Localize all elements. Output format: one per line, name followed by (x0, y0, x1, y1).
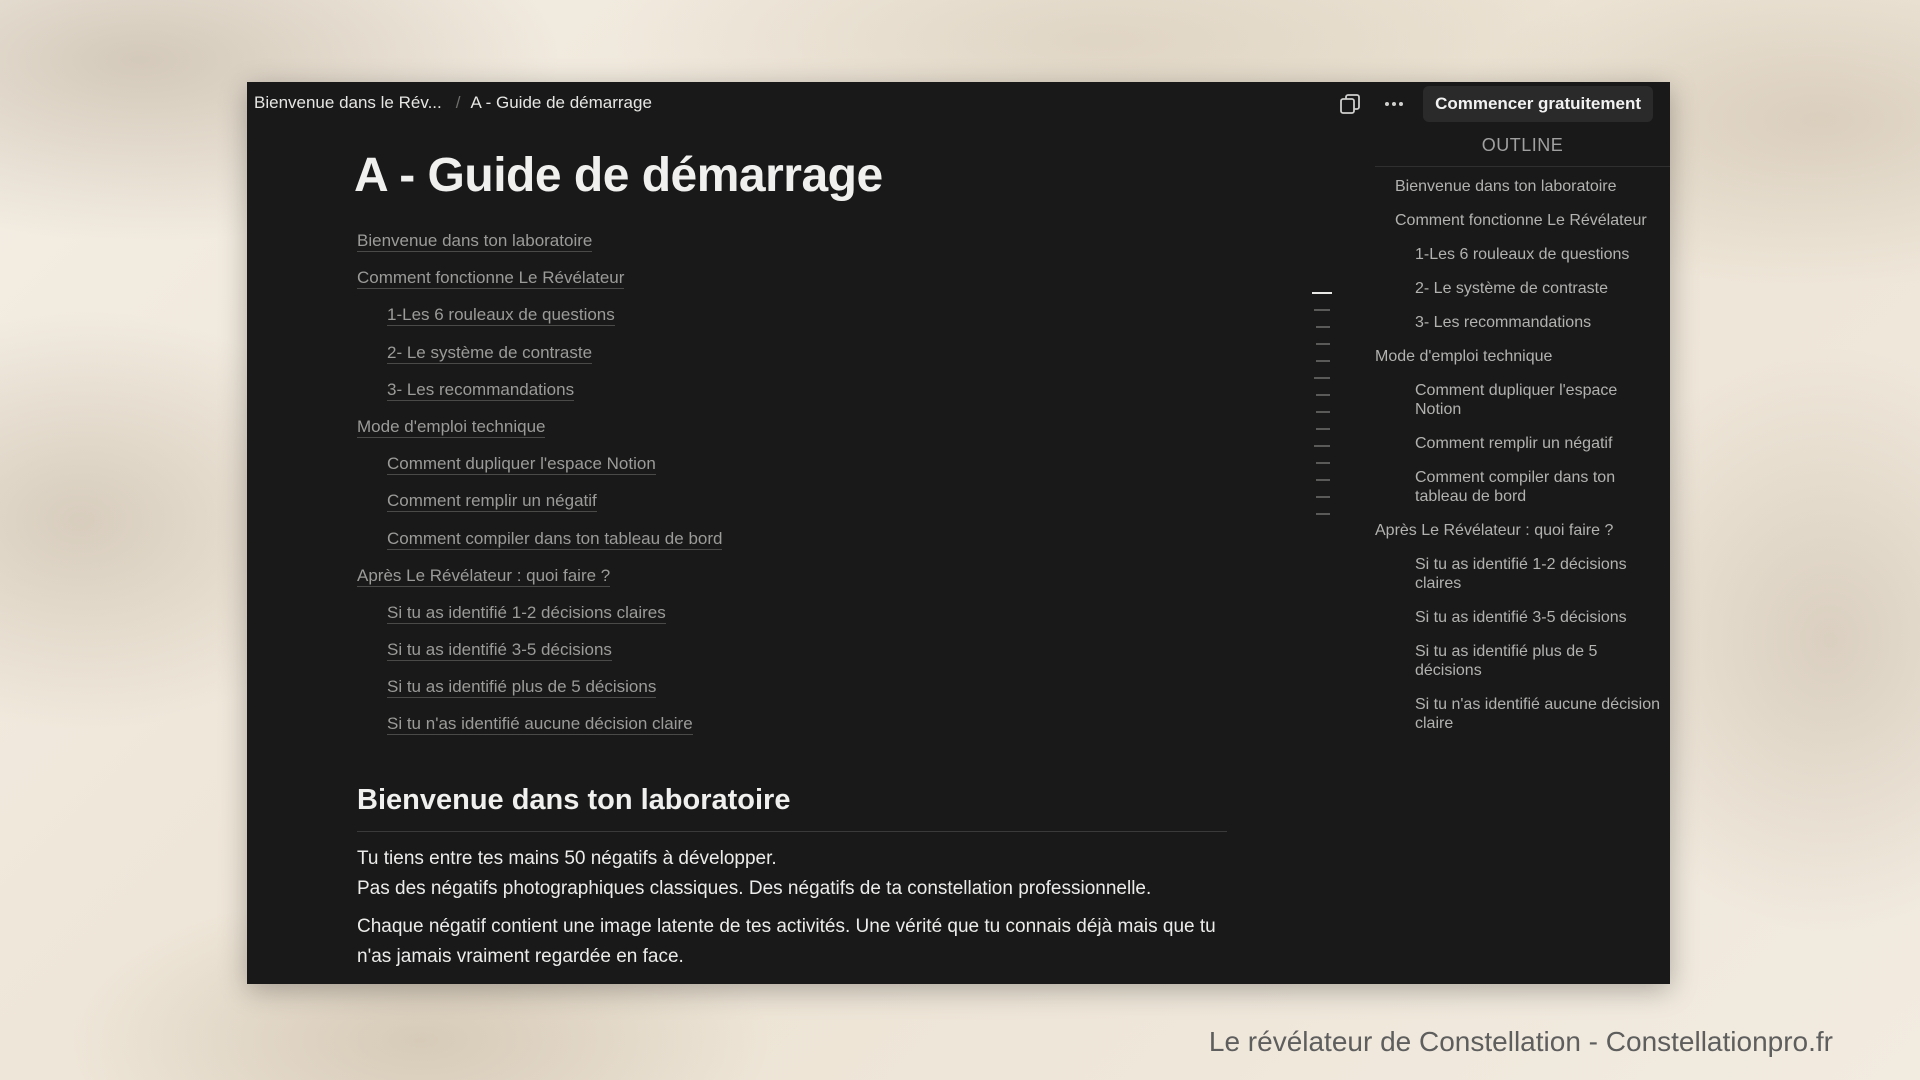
toc-link[interactable]: Bienvenue dans ton laboratoire (357, 231, 593, 250)
notion-window (247, 82, 1670, 984)
toc-item[interactable] (357, 529, 1357, 566)
minimap-line[interactable] (1316, 411, 1330, 413)
topbar (247, 82, 1670, 124)
toc-link[interactable]: 1-Les 6 rouleaux de questions (387, 305, 615, 325)
minimap-line[interactable] (1316, 496, 1330, 498)
toc-link[interactable]: 2- Le système de contraste (387, 342, 593, 362)
paragraph-intro (357, 844, 1237, 904)
paragraph-line: Pas des négatifs photographiques classiques. Des négatifs de ta constellation professionnelle. (357, 877, 1152, 899)
toc-item[interactable] (357, 268, 1357, 305)
minimap-line[interactable] (1316, 513, 1330, 515)
toc-link[interactable]: Si tu as identifié 1-2 décisions claires (387, 602, 666, 622)
minimap-line[interactable] (1316, 394, 1330, 396)
toc-item[interactable] (357, 566, 1357, 603)
minimap-line[interactable] (1316, 343, 1330, 345)
outline-panel (1375, 124, 1670, 748)
outline-title: OUTLINE (1375, 124, 1670, 167)
outline-item[interactable]: Mode d'emploi technique (1375, 348, 1553, 365)
breadcrumb-parent[interactable]: Bienvenue dans le Rév... (254, 93, 442, 112)
footer-caption: Le révélateur de Constellation - Constellationpro.fr (1208, 1026, 1833, 1057)
more-icon[interactable] (1379, 89, 1409, 119)
outline-item[interactable]: Si tu as identifié 3-5 décisions (1415, 609, 1627, 626)
outline-item[interactable]: Comment compiler dans ton tableau de bord (1415, 469, 1616, 505)
outline-item[interactable]: 1-Les 6 rouleaux de questions (1415, 246, 1630, 263)
outline-item[interactable]: Comment fonctionne Le Révélateur (1395, 212, 1647, 229)
page-title: A - Guide de démarrage (354, 149, 883, 202)
toc-item[interactable] (357, 714, 1357, 751)
table-of-contents (357, 231, 1357, 752)
page-content (354, 124, 1357, 972)
paragraph-latent: Chaque négatif contient une image latente de tes activités. Une vérité que tu connais déjà mais que tu n'as jamais vraiment regardée en face. (357, 915, 1216, 967)
toc-item[interactable] (357, 305, 1357, 342)
toc-item[interactable] (357, 343, 1357, 380)
start-free-button[interactable]: Commencer gratuitement (1423, 86, 1653, 122)
toc-link[interactable]: Mode d'emploi technique (357, 416, 546, 436)
minimap-line[interactable] (1316, 462, 1330, 464)
minimap-line[interactable] (1316, 326, 1330, 328)
minimap-line[interactable] (1314, 377, 1330, 379)
duplicate-icon[interactable] (1335, 89, 1365, 119)
minimap-line[interactable] (1316, 360, 1330, 362)
toc-link[interactable]: Comment dupliquer l'espace Notion (387, 454, 656, 474)
minimap-line[interactable] (1314, 309, 1330, 311)
toc-item[interactable] (357, 417, 1357, 454)
toc-item[interactable] (357, 454, 1357, 491)
section-heading: Bienvenue dans ton laboratoire (357, 784, 1227, 832)
outline-item[interactable]: Comment dupliquer l'espace Notion (1415, 382, 1618, 418)
minimap-line[interactable] (1316, 428, 1330, 430)
breadcrumb-current[interactable]: A - Guide de démarrage (470, 93, 652, 112)
toc-item[interactable] (357, 677, 1357, 714)
breadcrumb-separator: / (455, 93, 461, 112)
toc-link[interactable]: Comment compiler dans ton tableau de bord (387, 528, 723, 548)
outline-list (1375, 177, 1670, 733)
toc-item[interactable] (357, 603, 1357, 640)
outline-item[interactable]: 3- Les recommandations (1415, 314, 1592, 331)
toc-item[interactable] (357, 380, 1357, 417)
outline-item[interactable]: 2- Le système de contraste (1415, 280, 1608, 297)
outline-item[interactable]: Si tu as identifié plus de 5 décisions (1415, 643, 1598, 679)
outline-item[interactable]: Comment remplir un négatif (1415, 435, 1613, 452)
minimap-line[interactable] (1314, 445, 1330, 447)
minimap-line[interactable] (1316, 479, 1330, 481)
toc-link[interactable]: 3- Les recommandations (387, 379, 575, 399)
toc-item[interactable] (357, 231, 1357, 268)
toc-item[interactable] (357, 491, 1357, 528)
toc-link[interactable]: Comment remplir un négatif (387, 491, 597, 511)
toc-link[interactable]: Comment fonctionne Le Révélateur (357, 268, 625, 288)
toc-link[interactable]: Après Le Révélateur : quoi faire ? (357, 565, 611, 585)
toc-link[interactable]: Si tu n'as identifié aucune décision claire (387, 714, 693, 734)
outline-item[interactable]: Si tu n'as identifié aucune décision claire (1415, 696, 1660, 732)
toc-link[interactable]: Si tu as identifié 3-5 décisions (387, 640, 612, 660)
paragraph-line: Tu tiens entre tes mains 50 négatifs à développer. (357, 847, 777, 869)
minimap-line[interactable] (1312, 292, 1332, 294)
outline-item[interactable]: Si tu as identifié 1-2 décisions claires (1415, 556, 1627, 592)
toc-link[interactable]: Si tu as identifié plus de 5 décisions (387, 677, 657, 697)
toc-item[interactable] (357, 640, 1357, 677)
outline-item[interactable]: Après Le Révélateur : quoi faire ? (1375, 522, 1614, 539)
topbar-actions (1335, 87, 1653, 120)
outline-item[interactable]: Bienvenue dans ton laboratoire (1395, 178, 1617, 195)
page-minimap[interactable] (1312, 292, 1342, 530)
